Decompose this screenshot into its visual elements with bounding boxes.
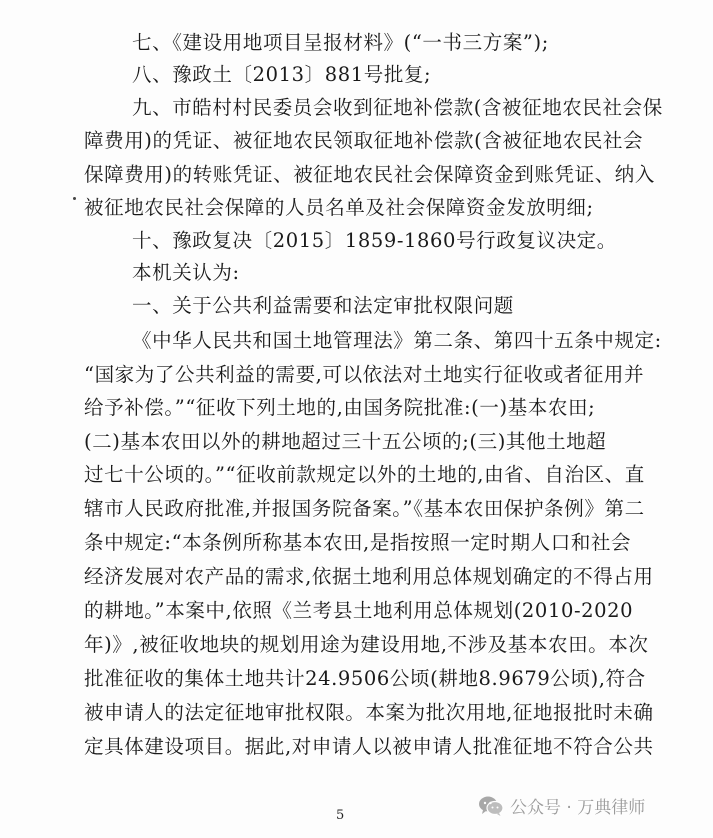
scan-speck	[73, 197, 76, 200]
page-number: 5	[336, 808, 345, 823]
body-line-2: “国家为了公共利益的需要,可以依法对土地实行征收或者征用并	[84, 363, 645, 386]
item-9-line-1: 九、市皓村村民委员会收到征地补偿款(含被征地农民社会保	[132, 96, 663, 119]
watermark-text: 公众号 · 万典律师	[510, 798, 646, 818]
body-line-12: 被申请人的法定征地审批权限。本案为批次用地,征地报批时未确	[84, 701, 654, 724]
item-9-line-3: 保障费用)的转账凭证、被征地农民社会保障资金到账凭证、纳入	[84, 163, 656, 186]
item-9-line-2: 障费用)的凭证、被征地农民领取征地补偿款(含被征地农民社会	[84, 129, 644, 152]
body-line-4: (二)基本农田以外的耕地超过三十五公顷的;(三)其他土地超	[84, 430, 607, 453]
item-9-line-4: 被征地农民社会保障的人员名单及社会保障资金发放明细;	[84, 196, 594, 219]
body-line-1: 《中华人民共和国土地管理法》第二条、第四十五条中规定:	[132, 329, 662, 352]
item-7-line: 七、《建设用地项目呈报材料》(“一书三方案”);	[132, 31, 549, 54]
item-10-line: 十、豫政复决〔2015〕1859-1860号行政复议决定。	[132, 229, 617, 252]
wechat-icon	[478, 795, 504, 817]
conclusion-heading: 本机关认为:	[132, 261, 240, 284]
item-8-line: 八、豫政土〔2013〕881号批复;	[132, 63, 432, 86]
body-line-7: 条中规定:“本条例所称基本农田,是指按照一定时期人口和社会	[84, 531, 632, 554]
body-line-6: 辖市人民政府批准,并报国务院备案。”《基本农田保护条例》第二	[84, 497, 645, 520]
section-heading: 一、关于公共利益需要和法定审批权限问题	[132, 294, 514, 317]
body-line-9: 的耕地。”本案中,依照《兰考县土地利用总体规划(2010-2020	[84, 599, 634, 622]
body-line-8: 经济发展对农产品的需求,依据土地利用总体规划确定的不得占用	[84, 565, 654, 588]
body-line-11: 批准征收的集体土地共计24.9506公顷(耕地8.9679公顷),符合	[84, 667, 646, 690]
body-line-13: 定具体建设项目。据此,对申请人以被申请人批准征地不符合公共	[84, 735, 654, 758]
body-line-10: 年)》,被征收地块的规划用途为建设用地,不涉及基本农田。本次	[84, 633, 649, 656]
body-line-5: 过七十公顷的。”“征收前款规定以外的土地的,由省、自治区、直	[84, 463, 645, 486]
watermark	[478, 793, 645, 818]
body-line-3: 给予补偿。”“征收下列土地的,由国务院批准:(一)基本农田;	[84, 396, 596, 419]
